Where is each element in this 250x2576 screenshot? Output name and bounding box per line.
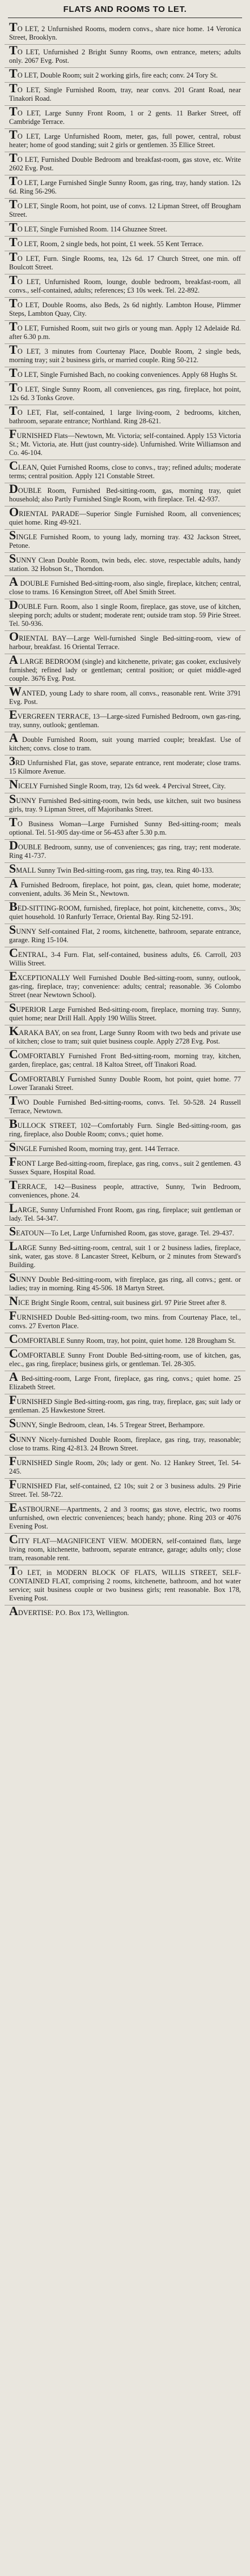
classified-ad: FURNISHED Single Bed-sitting-room, gas ring, tray, fireplace, gas; suit lady or gentleman. 25 Hawkestone Street. [5, 1394, 245, 1418]
classified-ad: 3RD Unfurnished Flat, gas stove, separate entrance, rent moderate; close trams. 15 Kilmore Avenue. [5, 755, 245, 779]
classified-ad: TO LET, Room, 2 single beds, hot point, £1 week. 55 Kent Terrace. [5, 237, 245, 251]
classified-ad: DOUBLE Bedroom, sunny, use of conveniences; gas ring, tray; rent moderate. Ring 41-737. [5, 840, 245, 863]
classified-ads-list [5, 22, 245, 1620]
classified-ad: FURNISHED Double Bed-sitting-room, two mins. from Courtenay Place, tel., convs. 27 Everton Place. [5, 1310, 245, 1333]
classified-ad: FURNISHED Flats—Newtown, Mt. Victoria; self-contained. Apply 153 Victoria St.; Mt. Victoria, ate. Hutt (just country-side). Unfurnished. Write Williamson and Co. 46-104. [5, 428, 245, 460]
classified-ad: CLEAN, Quiet Furnished Rooms, close to convs., tray; refined adults; moderate terms; central position. Apply 121 Constable Street. [5, 460, 245, 483]
classified-ad: COMFORTABLE Sunny Front Double Bed-sitting-room, use of kitchen, gas, elec., gas ring, fireplace; business girls, or gentleman. Tel. 28-305. [5, 1348, 245, 1371]
classified-ad: A Furnished Bedroom, fireplace, hot point, gas, clean, quiet home, moderate; convenient, adults. 36 Mein St., Newtown. [5, 878, 245, 901]
classified-ad: LARGE, Sunny Unfurnished Front Room, gas ring, fireplace; suit gentleman or lady. Tel. 54-347. [5, 1203, 245, 1226]
classified-ad: EASTBOURNE—Apartments, 2 and 3 rooms; gas stove, electric, two rooms unfurnished, own electric conveniences; beach handy; phone. Ring 203 or 4076 Evening Post. [5, 1502, 245, 1534]
classified-ad: DOUBLE Room, Furnished Bed-sitting-room, gas, morning tray, quiet household; also Partly Furnished Single Room, with fireplace. Tel. 42-937. [5, 483, 245, 506]
classified-ad: COMFORTABLY Furnished Front Bed-sitting-room, morning tray, kitchen, garden, fireplace, gas; central. 18 Kaltoa Street, off Tinakori Road. [5, 1049, 245, 1072]
classified-ad: SEATOUN—To Let, Large Unfurnished Room, gas stove, garage. Tel. 29-437. [5, 1226, 245, 1240]
classified-ad: CITY FLAT—MAGNIFICENT VIEW. MODERN, self-contained flats, large living room, kitchenette, bathroom, separate entrance, garage; adults only; close tram, reasonable rent. [5, 1534, 245, 1565]
classified-ad: SUPERIOR Large Furnished Bed-sitting-room, fireplace, morning tray. Sunny, quiet home; near Drill Hall. Apply 190 Willis Street. [5, 1002, 245, 1025]
classified-ad: NICE Bright Single Room, central, suit business girl. 97 Pirie Street after 8. [5, 1295, 245, 1310]
classified-ad: SUNNY Double Bed-sitting-room, with fireplace, gas ring, all convs.; gent. or ladies; tray in morning. Ring 45-506. 18 Martyn Street. [5, 1272, 245, 1295]
classified-ad: TO LET, Unfurnished Room, lounge, double bedroom, breakfast-room, all convs., self-contained, adults; references; £3 10s week. Tel. 22-892. [5, 274, 245, 298]
classified-ad: SUNNY Self-contained Flat, 2 rooms, kitchenette, bathroom, separate entrance, garage. Ring 15-104. [5, 924, 245, 947]
classified-ad: TERRACE, 142—Business people, attractive, Sunny, Twin Bedroom, conveniences, phone. 24. [5, 1179, 245, 1203]
classified-ad: SUNNY Nicely-furnished Double Room, fireplace, gas ring, tray, reasonable; close to trams. Ring 42-813. 24 Brown Street. [5, 1432, 245, 1456]
classified-ad: TO LET, Furnished Double Bedroom and breakfast-room, gas stove, etc. Write 2602 Evg. Post. [5, 152, 245, 175]
classified-page [5, 0, 245, 1620]
classified-ad: TO LET, Single Sunny Room, all conveniences, gas ring, fireplace, hot point, 12s 6d. 3 Tonks Grove. [5, 382, 245, 405]
classified-ad: TO LET, Flat, self-contained, 1 large living-room, 2 bedrooms, kitchen, bathroom, separate entrance; Northland. Ring 28-621. [5, 405, 245, 428]
classified-ad: TO LET, Large Unfurnished Room, meter, gas, full power, central, robust heater; home of good standing; suit 2 girls or gentlemen. 35 Ellice Street. [5, 129, 245, 152]
classified-ad: TO LET, Single Room, hot point, use of convs. 12 Lipman Street, off Brougham Street. [5, 199, 245, 222]
classified-ad: TO LET, Unfurnished 2 Bright Sunny Rooms, own entrance, meters; adults only. 2067 Evg. Post. [5, 45, 245, 68]
classified-ad: A LARGE BEDROOM (single) and kitchenette, private; gas cooker, exclusively furnished; refined lady or gentleman; central position; or quiet middle-aged couple. 3676 Evg. Post. [5, 654, 245, 686]
classified-ad: BULLOCK STREET, 102—Comfortably Furn. Single Bed-sitting-room, gas ring, fireplace, also Double Room; convs.; quiet home. [5, 1118, 245, 1141]
classified-ad: SUNNY Clean Double Room, twin beds, elec. stove, respectable adults, handy station. 32 Hobson St., Thorndon. [5, 553, 245, 576]
classified-ad: COMFORTABLE Sunny Room, tray, hot point, quiet home. 128 Brougham St. [5, 1333, 245, 1348]
classified-ad: NICELY Furnished Single Room, tray, 12s 6d week. 4 Percival Street, City. [5, 779, 245, 793]
classified-ad: TO LET, Double Rooms, also Beds, 2s 6d nightly. Lambton House, Plimmer Steps, Lambton Quay, City. [5, 298, 245, 321]
classified-ad: KARAKA BAY, on sea front, Large Sunny Room with two beds and private use of kitchen; close to tram; suit quiet business couple. Apply 2728 Evg. Post. [5, 1025, 245, 1049]
classified-ad: TO LET, in MODERN BLOCK OF FLATS, WILLIS STREET, SELF-CONTAINED FLAT, comprising 2 rooms, kitchenette, bathroom, and hot water service; suit business couple or two business girls; rent reasonable. Box 178, Evening Post. [5, 1565, 245, 1605]
classified-ad: SMALL Sunny Twin Bed-sitting-room, gas ring, tray, tea. Ring 40-133. [5, 863, 245, 878]
classified-ad: WANTED, young Lady to share room, all convs., reasonable rent. Write 3791 Evg. Post. [5, 686, 245, 709]
classified-ad: SINGLE Furnished Room, morning tray, gent. 144 Terrace. [5, 1141, 245, 1156]
classified-ad: TO LET, Furnished Room, suit two girls or young man. Apply 12 Adelaide Rd. after 6.30 p.m. [5, 321, 245, 344]
classified-ad: ORIENTAL PARADE—Superior Single Furnished Room, all conveniences; quiet home. Ring 49-921. [5, 506, 245, 530]
classified-ad: LARGE Sunny Bed-sitting-room, central, suit 1 or 2 business ladies, fireplace, sink, water, gas stove. 8 Lancaster Street, Kelburn, or 2 minutes from Steward's Building. [5, 1240, 245, 1272]
classified-ad: FRONT Large Bed-sitting-room, fireplace, gas ring, convs., suit 2 gentlemen. 43 Sussex Square, Hospital Road. [5, 1156, 245, 1179]
classified-ad: TO LET, 3 minutes from Courtenay Place, Double Room, 2 single beds, morning tray; suit 2 business girls, or married couple. Ring 50-212. [5, 344, 245, 367]
classified-ad: TO LET, Large Sunny Front Room, 1 or 2 gents. 11 Barker Street, off Cambridge Terrace. [5, 106, 245, 129]
classified-ad: DOUBLE Furn. Room, also 1 single Room, fireplace, gas stove, use of kitchen, sleeping porch; adults or student; moderate rent; outside tram stop. 59 Pirie Street. Tel. 50-936. [5, 599, 245, 631]
classified-ad: A DOUBLE Furnished Bed-sitting-room, also single, fireplace, kitchen; central, close to trams. 16 Kensington Street, off Abel Smith Street. [5, 576, 245, 599]
classified-ad: TWO Double Furnished Bed-sitting-rooms, convs. Tel. 50-528. 24 Russell Terrace, Newtown. [5, 1095, 245, 1118]
classified-ad: TO LET, 2 Unfurnished Rooms, modern convs., share nice home. 14 Veronica Street, Brooklyn. [5, 22, 245, 45]
classified-ad: EVERGREEN TERRACE, 13—Large-sized Furnished Bedroom, own gas-ring, tray, sunny, outlook; gentleman. [5, 709, 245, 732]
classified-ad: TO LET, Single Furnished Room, tray, near convs. 201 Grant Road, near Tinakori Road. [5, 83, 245, 106]
classified-ad: FURNISHED Single Room, 20s; lady or gent. No. 12 Hankey Street, Tel. 54-245. [5, 1456, 245, 1479]
classified-ad: COMFORTABLY Furnished Sunny Double Room, hot point, quiet home. 77 Lower Taranaki Street. [5, 1072, 245, 1095]
classified-ad: TO LET, Single Furnished Bach, no cooking conveniences. Apply 68 Hughs St. [5, 367, 245, 382]
classified-ad: A Double Furnished Room, suit young married couple; breakfast. Use of kitchen; convs. close to tram. [5, 732, 245, 755]
classified-ad: TO LET, Double Room; suit 2 working girls, fire each; conv. 24 Tory St. [5, 68, 245, 83]
classified-ad: A Bed-sitting-room, Large Front, fireplace, gas ring, convs.; quiet home. 25 Elizabeth Street. [5, 1371, 245, 1394]
classified-ad: CENTRAL, 3-4 Furn. Flat, self-contained, business adults, £6. Carroll, 203 Willis Street. [5, 947, 245, 971]
classified-ad: FURNISHED Flat, self-contained, £2 10s; suit 2 or 3 business adults. 29 Pirie Street. Tel. 58-722. [5, 1479, 245, 1502]
classified-ad: ADVERTISE: P.O. Box 173, Wellington. [9, 1604, 129, 1618]
classified-ad: TO LET, Large Furnished Single Sunny Room, gas ring, tray, handy station. 12s 6d. Ring 56-296. [5, 175, 245, 199]
classified-ad: TO LET, Furn. Single Rooms, tea, 12s 6d. 17 Church Street, one min. off Boulcott Street. [5, 251, 245, 274]
classified-ad: EXCEPTIONALLY Well Furnished Double Bed-sitting-room, sunny, outlook, gas-ring, fireplace, tray; convenience: adults; central; reasonable. 36 Colombo Street (near Newtown School). [5, 971, 245, 1002]
section-heading: FLATS AND ROOMS TO LET. [8, 2, 242, 18]
classified-ad: SINGLE Furnished Room, to young lady, morning tray. 432 Jackson Street, Petone. [5, 530, 245, 553]
classified-ad: TO LET, Single Furnished Room. 114 Ghuznee Street. [5, 222, 245, 237]
classified-ad: SUNNY, Single Bedroom, clean, 14s. 5 Tregear Street, Berhampore. [5, 1418, 245, 1432]
classified-ad: SUNNY Furnished Bed-sitting-room, twin beds, use kitchen, suit two business girls, tray. 9 Lipman Street, off Majoribanks Street. [5, 793, 245, 817]
classified-ad: BED-SITTING-ROOM, furnished, fireplace, hot point, kitchenette, convs., 30s; quiet household. 10 Ranfurly Terrace, Oriental Bay. Ring 52-191. [5, 901, 245, 924]
classified-ad: ORIENTAL BAY—Large Well-furnished Single Bed-sitting-room, view of harbour, breakfast. 16 Oriental Terrace. [5, 631, 245, 654]
classified-ad: TO Business Woman—Large Furnished Sunny Bed-sitting-room; meals optional. Tel. 51-905 day-time or 56-453 after 5.30 p.m. [5, 817, 245, 840]
